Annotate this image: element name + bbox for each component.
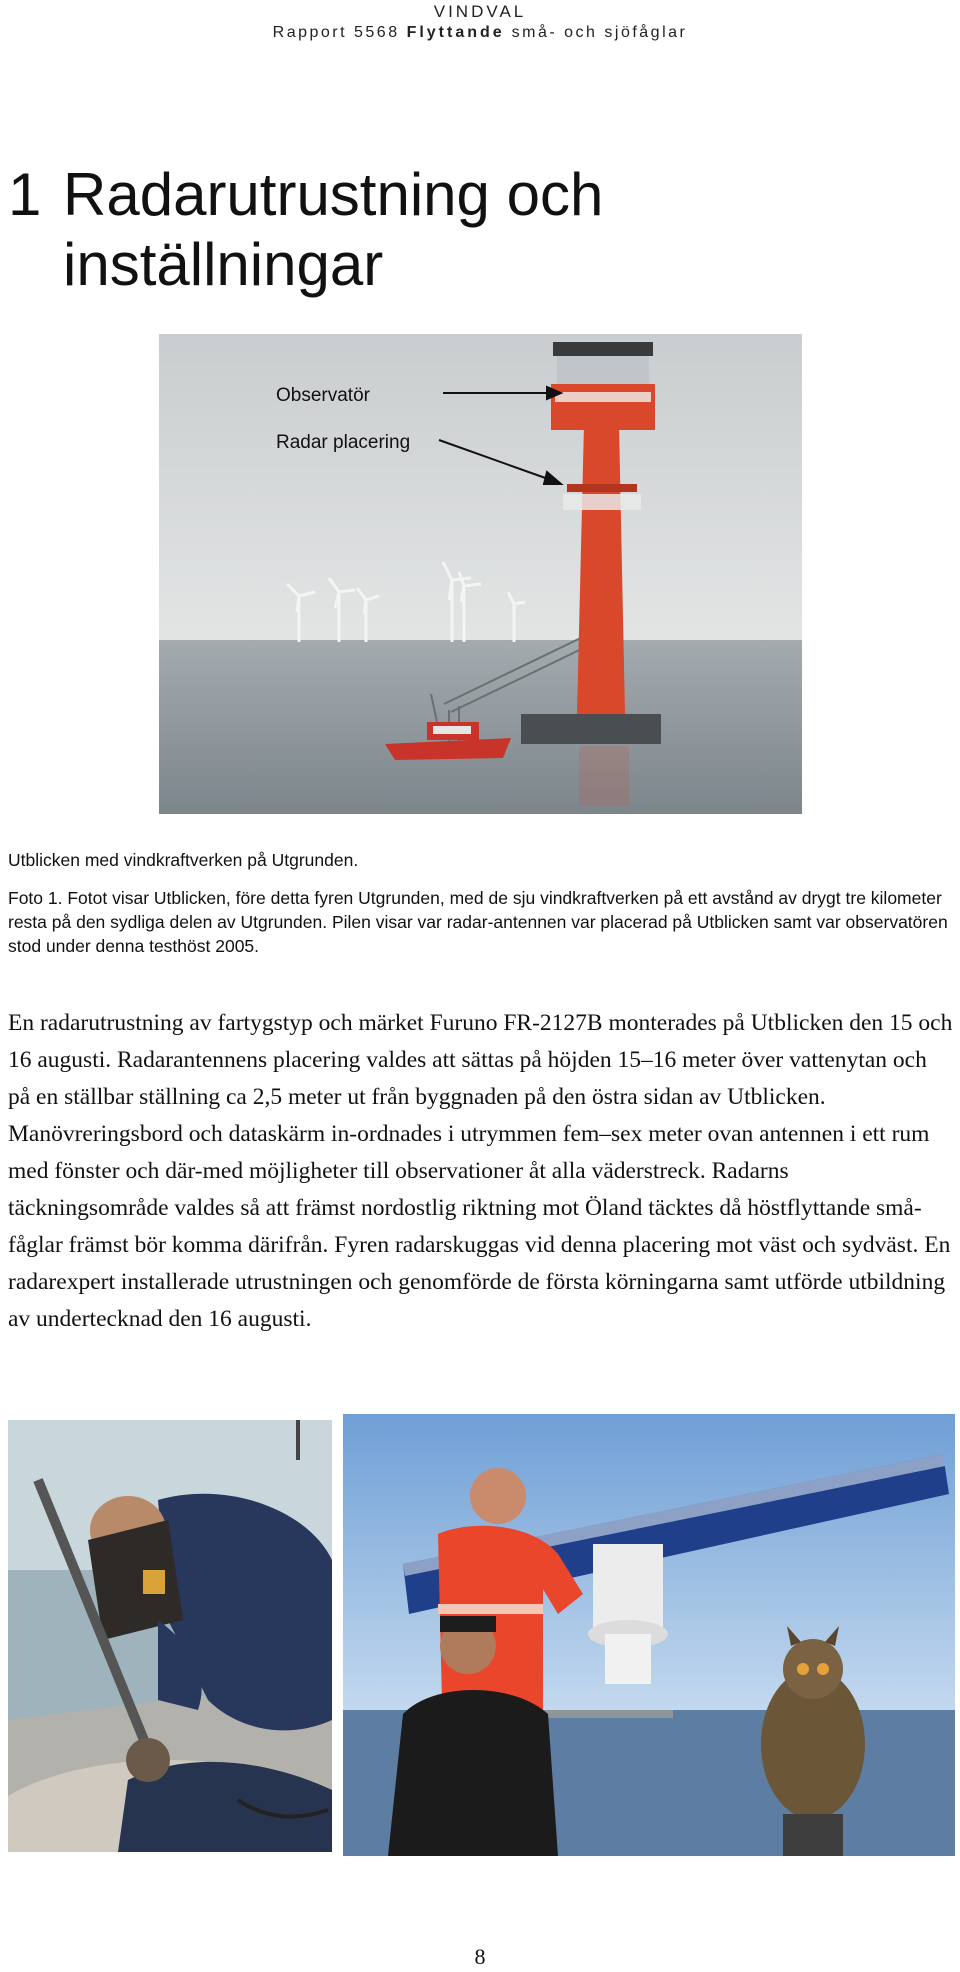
photo-label-observer: Observatör (276, 385, 370, 406)
photo-welding (8, 1420, 332, 1852)
photo-caption-title: Utblicken med vindkraftverken på Utgrunden. (8, 850, 359, 870)
photo-lighthouse (159, 334, 802, 814)
body-paragraph: En radarutrustning av fartygstyp och märket Furuno FR-2127B monterades på Utblicken den 15 och 16 augusti. Radarantennens placering valdes att sättas på höjden 15–16 meter över vattenytan och på en ställbar ställning ca 2,5 meter ut från byggnaden på den östra sidan av Utblicken. Manövreringsbord och dataskärm in-ordnades i utrymmen fem–sex meter ovan antennen i ett rum med fönster och där-med möjligheter till observationer åt alla väderstreck. Radarns täckningsområde valdes så att främst nordostlig riktning mot Öland täcktes då höstflyttande små-fåglar främst bör komma därifrån. Fyren radarskuggas vid denna placering mot väst och sydväst. En radarexpert installerade utrustningen och genomförde de första körningarna samt utförde utbildning av undertecknad den 16 augusti. (8, 1010, 953, 1332)
header-report-title-rest: små- och sjöfåglar (511, 24, 688, 41)
page-number: 8 (474, 1944, 486, 1969)
photo-lighthouse-drawing (159, 334, 802, 814)
running-header (0, 0, 960, 42)
section-number: 1 (8, 161, 42, 228)
photo-caption: Foto 1. Fotot visar Utblicken, före detta fyren Utgrunden, med de sju vindkraftverken på ett avstånd av drygt tre kilometer resta på den sydliga delen av Utgrunden. Pilen visar var radar-antennen var placerad på Utblicken samt var observatören stod under denna testhöst 2005. (8, 888, 948, 956)
header-series: VINDVAL (433, 2, 527, 21)
header-report-prefix: Rapport 5568 (272, 24, 400, 41)
section-title (8, 160, 603, 300)
photo-radar-antenna (343, 1414, 955, 1856)
header-report-title-bold: Flyttande (406, 24, 505, 41)
section-title-line1: Radarutrustning och (63, 161, 604, 228)
section-title-line2: inställningar (63, 231, 384, 298)
header-report (0, 24, 960, 42)
photo-label-radar: Radar placering (276, 432, 411, 453)
